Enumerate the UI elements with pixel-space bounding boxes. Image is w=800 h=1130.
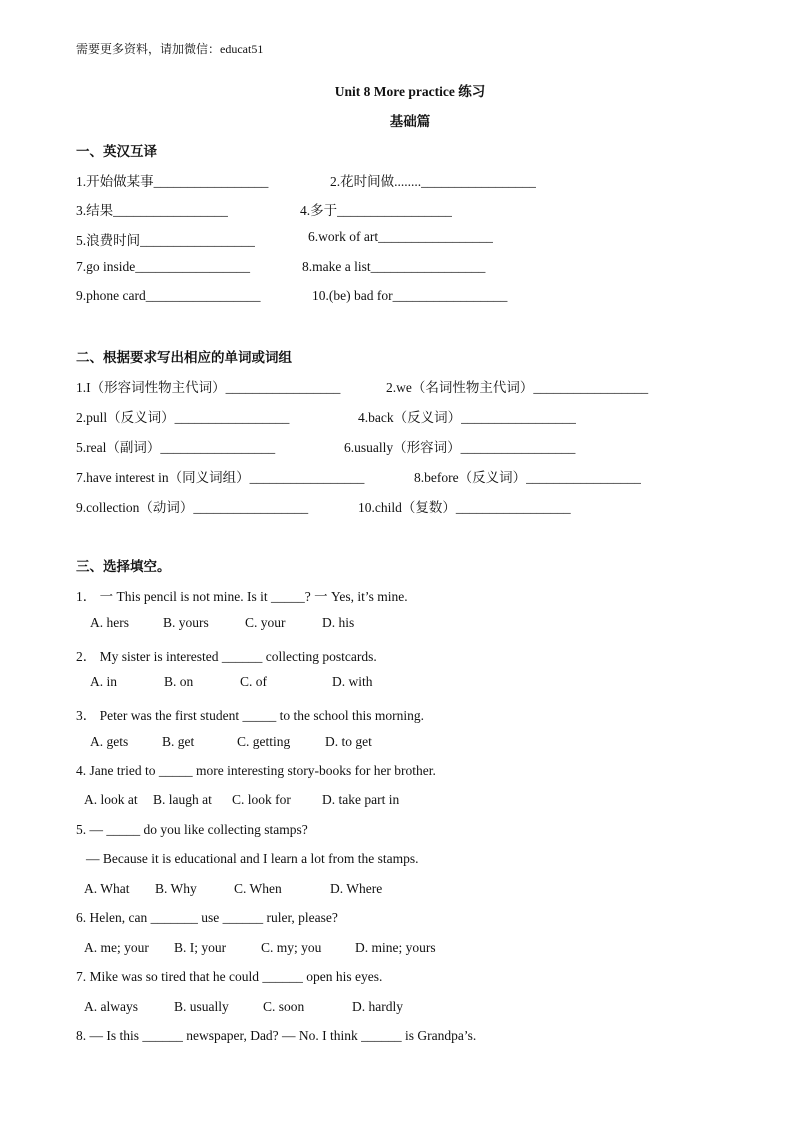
- option-d: D. take part in: [322, 792, 400, 807]
- translation-item: 5.浪费时间_________________: [76, 233, 255, 248]
- option-c: C. soon: [263, 999, 305, 1014]
- translation-item: 8.make a list_________________: [302, 259, 486, 274]
- option-c: C. getting: [237, 734, 291, 749]
- translation-item: 9.phone card_________________: [76, 288, 261, 303]
- option-a: A. me; your: [84, 940, 149, 955]
- question-stem-continued: — Because it is educational and I learn a lot from the stamps.: [86, 851, 419, 866]
- word-form-item: 8.before（反义词）_________________: [414, 470, 641, 485]
- option-d: D. mine; yours: [355, 940, 436, 955]
- option-c: C. my; you: [261, 940, 322, 955]
- word-form-item: 6.usually（形容词）_________________: [344, 440, 576, 455]
- translation-item: 3.结果_________________: [76, 203, 228, 218]
- word-form-item: 4.back（反义词）_________________: [358, 410, 576, 425]
- option-d: D. Where: [330, 881, 383, 896]
- option-b: B. laugh at: [153, 792, 212, 807]
- translation-item: 1.开始做某事_________________: [76, 174, 269, 189]
- question-stem: 4. Jane tried to _____ more interesting story-books for her brother.: [76, 763, 436, 778]
- word-form-item: 7.have interest in（同义词组）_________________: [76, 470, 365, 485]
- translation-item: 10.(be) bad for_________________: [312, 288, 508, 303]
- option-c: C. When: [234, 881, 282, 896]
- translation-item: 6.work of art_________________: [308, 229, 493, 244]
- question-stem: 6. Helen, can _______ use ______ ruler, please?: [76, 910, 338, 925]
- word-form-item: 2.pull（反义词）_________________: [76, 410, 290, 425]
- question-stem: 7. Mike was so tired that he could ______ open his eyes.: [76, 969, 383, 984]
- page-header: 需要更多资料，请加微信：educat51: [76, 42, 264, 56]
- option-a: A. gets: [90, 734, 129, 749]
- question-stem: 3． Peter was the first student _____ to the school this morning.: [76, 708, 424, 723]
- question-stem: 5. — _____ do you like collecting stamps?: [76, 822, 308, 837]
- word-form-item: 10.child（复数）_________________: [358, 500, 571, 515]
- option-a: A. hers: [90, 615, 129, 630]
- option-a: A. in: [90, 674, 117, 689]
- option-d: D. hardly: [352, 999, 403, 1014]
- option-d: D. his: [322, 615, 355, 630]
- word-form-item: 1.I（形容词性物主代词）_________________: [76, 380, 341, 395]
- question-stem: 1． 一 This pencil is not mine. Is it _____? 一 Yes, it’s mine.: [76, 589, 408, 604]
- question-stem: 2． My sister is interested ______ collecting postcards.: [76, 649, 377, 664]
- option-c: C. your: [245, 615, 286, 630]
- section-1-heading: 一、英汉互译: [76, 144, 157, 159]
- translation-item: 2.花时间做........_________________: [330, 174, 536, 189]
- option-d: D. to get: [325, 734, 372, 749]
- option-b: B. get: [162, 734, 195, 749]
- option-a: A. look at: [84, 792, 138, 807]
- option-b: B. on: [164, 674, 194, 689]
- document-subtitle: 基础篇: [389, 114, 431, 129]
- translation-item: 4.多于_________________: [300, 203, 452, 218]
- option-a: A. What: [84, 881, 130, 896]
- option-b: B. yours: [163, 615, 209, 630]
- word-form-item: 5.real（副词）_________________: [76, 440, 276, 455]
- question-stem: 8. — Is this ______ newspaper, Dad? — No. I think ______ is Grandpa’s.: [76, 1028, 477, 1043]
- option-c: C. look for: [232, 792, 291, 807]
- section-3-heading: 三、选择填空。: [76, 559, 171, 574]
- word-form-item: 2.we（名词性物主代词）_________________: [386, 380, 649, 395]
- option-c: C. of: [240, 674, 267, 689]
- translation-item: 7.go inside_________________: [76, 259, 250, 274]
- option-d: D. with: [332, 674, 373, 689]
- option-b: B. I; your: [174, 940, 227, 955]
- section-2-heading: 二、根据要求写出相应的单词或词组: [76, 350, 292, 365]
- option-a: A. always: [84, 999, 138, 1014]
- option-b: B. usually: [174, 999, 229, 1014]
- document-title: Unit 8 More practice 练习: [334, 84, 486, 99]
- option-b: B. Why: [155, 881, 197, 896]
- word-form-item: 9.collection（动词）_________________: [76, 500, 309, 515]
